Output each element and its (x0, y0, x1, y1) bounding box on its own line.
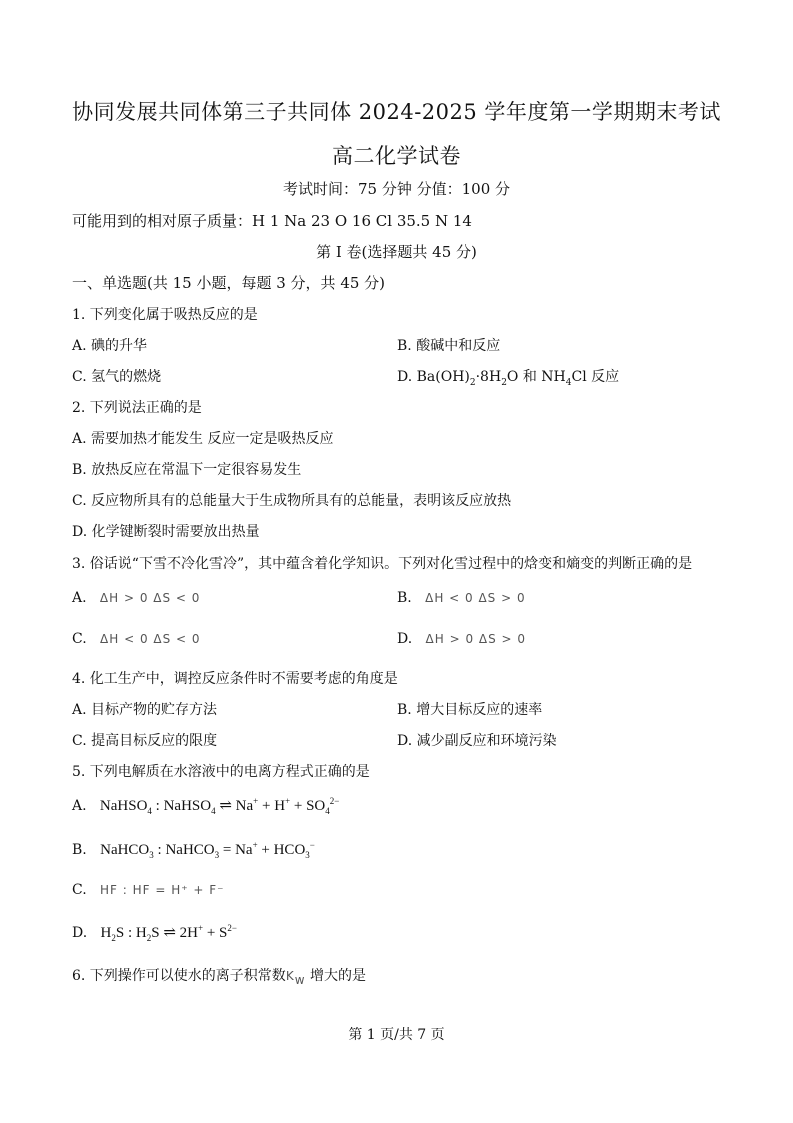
question-5-option-d: D. $H_2S$ : $H_2S$ ⇌ $2H^+ + S^{2-}$ (72, 923, 237, 943)
atomic-masses: 可能用到的相对原子质量：H 1 Na 23 O 16 Cl 35.5 N 14 (72, 212, 472, 230)
question-2-option-b: B. 放热反应在常温下一定很容易发生 (72, 462, 302, 478)
question-5-option-a: A. NaHSO$_4$ : NaHSO$_4$ ⇌ $Na^+ + H^+ + SO_4^{2-}$ (72, 796, 340, 816)
equation-d: $H_2S$ : $H_2S$ ⇌ $2H^+ + S^{2-}$ (100, 923, 237, 943)
question-3-option-a: A. ΔH > 0 ΔS < 0 (72, 590, 201, 606)
question-3-stem: 3. 俗话说“下雪不冷化雪冷”，其中蕴含着化学知识。下列对化雪过程中的焓变和熵变的判断正确的是 (72, 556, 693, 572)
question-3-option-d: D. ΔH > 0 ΔS > 0 (397, 631, 527, 647)
equation-b: NaHCO$_3$ : NaHCO$_3$ = $Na^+ + HCO_3^-$ (100, 840, 315, 860)
section-title: 一、单选题(共 15 小题，每题 3 分，共 45 分) (72, 274, 386, 292)
question-2-option-d: D. 化学键断裂时需要放出热量 (72, 524, 260, 540)
question-4-option-a: A. 目标产物的贮存方法 (72, 702, 218, 718)
question-3-option-b: B. ΔH < 0 ΔS > 0 (397, 590, 526, 606)
question-2-option-a: A. 需要加热才能发生 反应一定是吸热反应 (72, 431, 334, 447)
question-6-stem: 6. 下列操作可以使水的离子积常数$K_w$ 增大的是 (72, 968, 366, 987)
question-5-option-b: B. NaHCO$_3$ : NaHCO$_3$ = $Na^+ + HCO_3^-$ (72, 840, 315, 860)
question-1-option-c: C. 氢气的燃烧 (72, 369, 162, 385)
question-4-option-b: B. 增大目标反应的速率 (397, 702, 543, 718)
exam-info: 考试时间：75 分钟 分值：100 分 (282, 180, 511, 198)
exam-title: 协同发展共同体第三子共同体 2024-2025 学年度第一学期期末考试 (72, 100, 721, 124)
question-2-stem: 2. 下列说法正确的是 (72, 400, 202, 416)
question-1-stem: 1. 下列变化属于吸热反应的是 (72, 307, 258, 323)
question-4-option-d: D. 减少副反应和环境污染 (397, 733, 557, 749)
question-2-option-c: C. 反应物所具有的总能量大于生成物所具有的总能量，表明该反应放热 (72, 493, 512, 509)
question-1-option-a: A. 碘的升华 (72, 338, 148, 354)
page-number: 第 1 页/共 7 页 (348, 1027, 445, 1043)
question-5-stem: 5. 下列电解质在水溶液中的电离方程式正确的是 (72, 764, 370, 780)
question-3-option-c: C. ΔH < 0 ΔS < 0 (72, 631, 201, 647)
question-5-option-c: C. HF : HF = H⁺ + F⁻ (72, 882, 225, 898)
question-4-option-c: C. 提高目标反应的限度 (72, 733, 218, 749)
volume-title: 第 I 卷(选择题共 45 分) (316, 243, 477, 261)
exam-subtitle: 高二化学试卷 (332, 144, 461, 168)
equation-a: NaHSO$_4$ : NaHSO$_4$ ⇌ $Na^+ + H^+ + SO_4^{2-}$ (99, 796, 340, 816)
question-1-option-d: D. $Ba(OH)_2\cdot 8H_2O$ 和 $NH_4Cl$ 反应 (397, 369, 620, 388)
question-4-stem: 4. 化工生产中，调控反应条件时不需要考虑的角度是 (72, 671, 398, 687)
question-1-option-b: B. 酸碱中和反应 (397, 338, 501, 354)
